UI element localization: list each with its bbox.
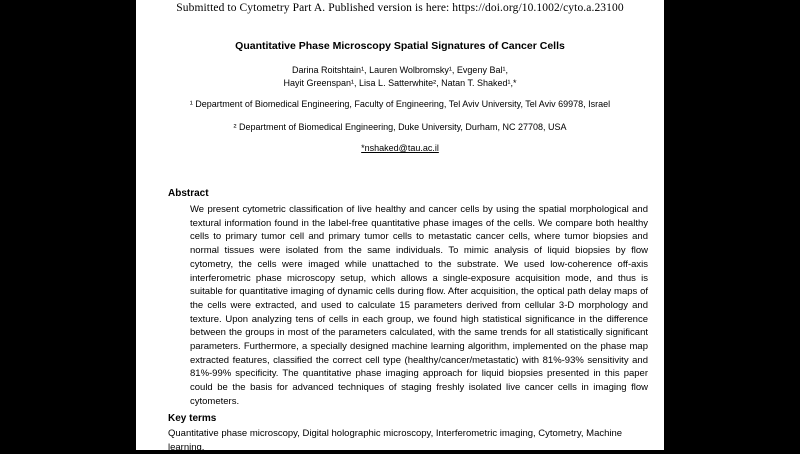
corresponding-email-line	[136, 143, 664, 153]
submission-header-note: Submitted to Cytometry Part A. Published version is here: https://doi.org/10.1002/cyto.a.23100	[176, 2, 624, 14]
keyterms-text: Quantitative phase microscopy, Digital holographic microscopy, Interferometric imaging, Cytometry, Machine learning.	[168, 428, 623, 453]
abstract-text: We present cytometric classification of live healthy and cancer cells by using the spatial morphological and textural information found in the label-free quantitative phase images of the cells. We compare both healthy cells to primary tumor cell and primary tumor cells to metastatic cancer cells, where tumor biopsies and normal tissues were isolated from the same individuals. To mimic analysis of liquid biopsies by flow cytometry, the cells were imaged while unattached to the substrate. We used low-coherence off-axis interferometric phase microscopy setup, which allows a single-exposure acquisition mode, and thus is suitable for quantitative imaging of dynamic cells during flow. After acquisition, the optical path delay maps of the cells were extracted, and used to calculate 15 parameters derived from cellular 3-D morphology and texture. Upon analyzing tens of cells in each group, we found high statistical significance in the difference between the groups in most of the parameters calculated, with the same trends for all statistically significant parameters. Furthermore, a specially designed machine learning algorithm, implemented on the phase map extracted features, classified the correct cell type (healthy/cancer/metastatic) with 81%-93% sensitivity and 81%-99% specificity. The quantitative phase imaging approach for liquid biopsies presented in this paper could be the basis for advanced techniques of staging freshly isolated live cancer cells in imaging flow cytometers.	[190, 204, 648, 407]
authors-block	[136, 64, 664, 90]
affiliation-2: ² Department of Biomedical Engineering, Duke University, Durham, NC 27708, USA	[233, 122, 567, 132]
document-page	[136, 0, 664, 453]
corresponding-email-link[interactable]: *nshaked@tau.ac.il	[361, 143, 439, 153]
keyterms-heading: Key terms	[168, 413, 217, 424]
authors-line-1: Darina Roitshtain¹, Lauren Wolbromsky¹, Evgeny Bal¹,	[292, 65, 508, 75]
affiliation-1: ¹ Department of Biomedical Engineering, Faculty of Engineering, Tel Aviv University, Tel Aviv 69978, Israel	[189, 99, 611, 109]
authors-line-2: Hayit Greenspan¹, Lisa L. Satterwhite², Natan T. Shaked¹,*	[283, 78, 517, 88]
paper-title: Quantitative Phase Microscopy Spatial Signatures of Cancer Cells	[235, 40, 565, 52]
abstract-heading: Abstract	[168, 188, 209, 199]
